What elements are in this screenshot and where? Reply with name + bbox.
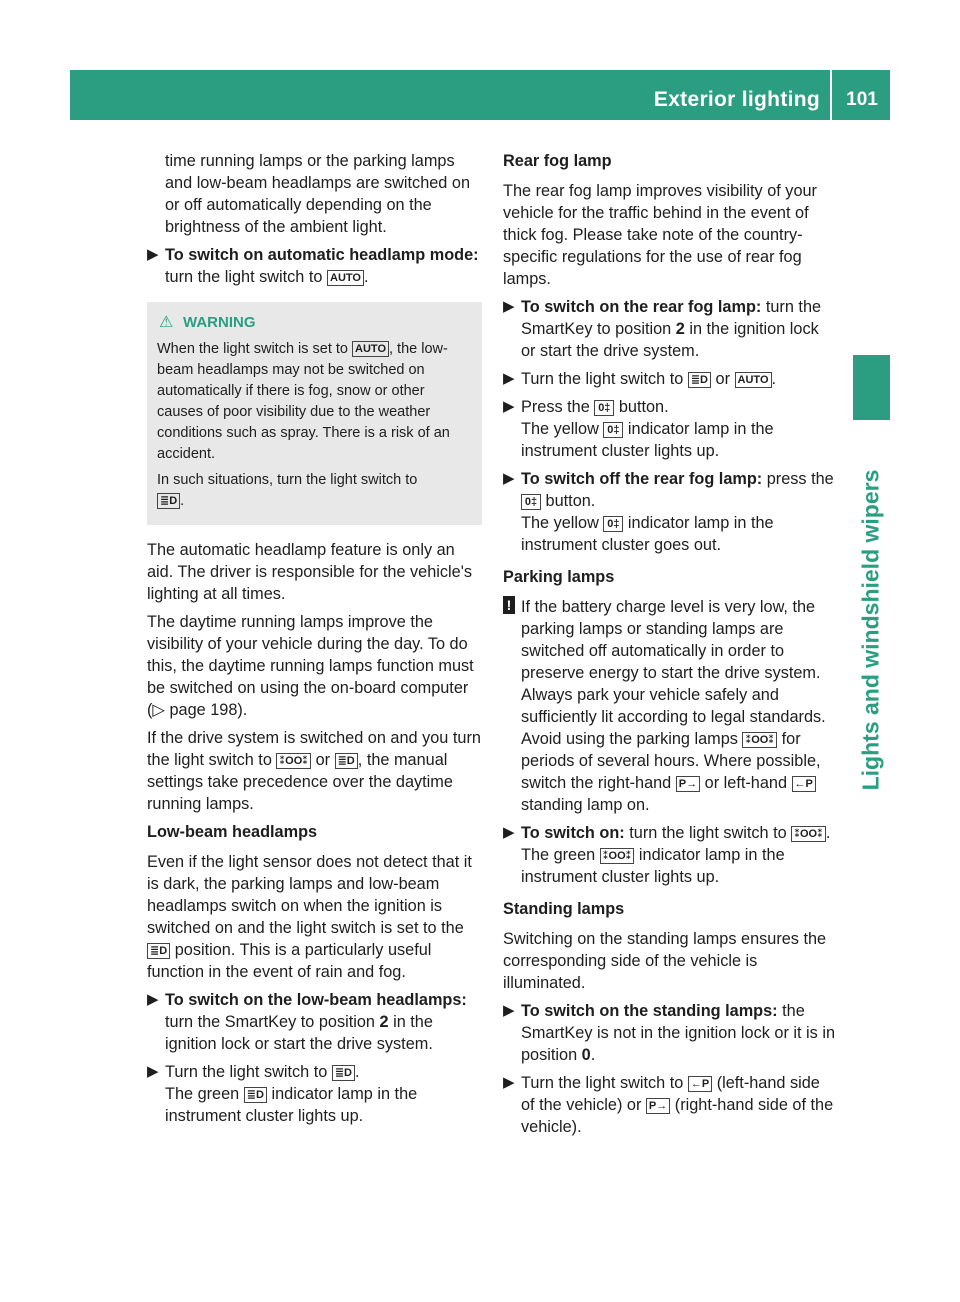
paragraph: The automatic headlamp feature is only an aid. The driver is responsible for the vehicle's lighting at all times.: [147, 541, 472, 603]
warning-icon: ⚠: [159, 314, 174, 331]
section-heading: Low-beam headlamps: [147, 823, 318, 841]
step-rearfog-switch: ▶ Turn the light switch to ≣D or AUTO .: [503, 370, 777, 388]
warning-box: [147, 302, 482, 525]
header-divider: [830, 70, 832, 120]
side-tab-label: Lights and windshield wipers: [857, 469, 884, 791]
warning-text: When the light switch is set to AUTO , the low-beam headlamps may not be switched on automatically if there is fog, snow or other causes of poor visibility due to the weather conditions such as spray. There is a risk of an accident.: [157, 341, 450, 462]
page-reference-link[interactable]: (▷ page 198).: [147, 701, 248, 719]
paragraph: If the drive system is switched on and you turn the light switch to ⁑OO⁑ or ≣D , the manual settings take precedence over the daytime running lamps.: [147, 729, 481, 813]
step-marker-icon: ▶: [147, 246, 159, 263]
lowbeam-icon: ≣D: [244, 1087, 267, 1103]
paragraph: Even if the light sensor does not detect that it is dark, the parking lamps and low-beam headlamps switch on when the ignition is switched on and the light switch is set to the ≣D position. This is a particularly useful function in the event of rain and fog.: [147, 853, 472, 981]
page-title: Exterior lighting: [653, 88, 820, 111]
paragraph: The rear fog lamp improves visibility of your vehicle for the traffic behind in the event of thick fog. Please take note of the country-specific regulations for the use of rear fog lamps.: [503, 182, 817, 288]
rear-fog-lamp-icon: 0‡: [603, 516, 623, 532]
step-marker-icon: ▶: [503, 824, 515, 841]
battery-note: ! If the battery charge level is very low, the parking lamps or standing lamps are switched off automatically in order to preserve energy to start the drive system. Always park your vehicle safely and sufficiently lit according to legal standards. Avoid using the parking lamps ⁑OO⁑ for periods of several hours. Where possible, switch the right-hand P→ or left-hand ←P standing lamp on.: [503, 596, 835, 816]
step-lowbeam-on: ▶ To switch on the low-beam headlamps: turn the SmartKey to position 2 in the ignition lock or start the drive system.: [147, 991, 467, 1053]
page-number: 101: [846, 89, 878, 110]
warning-title: WARNING: [183, 314, 256, 331]
standing-lamp-right-icon: P→: [676, 776, 700, 792]
step-marker-icon: ▶: [503, 298, 515, 315]
rear-fog-lamp-icon: 0‡: [594, 400, 614, 416]
step-standing-on: ▶ To switch on the standing lamps: the SmartKey is not in the ignition lock or it is in position 0.: [503, 1002, 836, 1064]
step-marker-icon: ▶: [503, 1002, 515, 1019]
standing-lamp-right-icon: P→: [646, 1098, 670, 1114]
lowbeam-icon: ≣D: [335, 753, 358, 769]
rear-fog-lamp-icon: 0‡: [521, 494, 541, 510]
step-marker-icon: ▶: [503, 1074, 515, 1091]
step-lowbeam-switch: ▶ Turn the light switch to ≣D . The green ≣D indicator lamp in the instrument cluster lights up.: [147, 1063, 418, 1125]
paragraph: The daytime running lamps improve the visibility of your vehicle during the day. To do this, the daytime running lamps function must be switched on using the on-board computer (▷ page 198).: [147, 613, 474, 719]
step-marker-icon: ▶: [503, 470, 515, 487]
parking-lamp-icon: ⁑OO⁑: [276, 753, 311, 769]
auto-icon: AUTO: [735, 372, 772, 388]
standing-lamp-left-icon: ←P: [792, 776, 816, 792]
parking-lamp-icon: ⁑OO⁑: [600, 848, 635, 864]
auto-icon: AUTO: [352, 341, 389, 357]
step-rearfog-off: ▶ To switch off the rear fog lamp: press the 0‡ button. The yellow 0‡ indicator lamp in the instrument cluster goes out.: [503, 470, 834, 554]
lowbeam-icon: ≣D: [157, 493, 180, 509]
side-tab-block: [853, 355, 890, 420]
step-parking-on: ▶ To switch on: turn the light switch to ⁑OO⁑ . The green ⁑OO⁑ indicator lamp in the instrument cluster lights up.: [503, 824, 831, 886]
step-marker-icon: ▶: [147, 1063, 159, 1080]
step-marker-icon: ▶: [503, 370, 515, 387]
exclamation-icon: !: [503, 596, 515, 614]
step-marker-icon: ▶: [503, 398, 515, 415]
section-heading: Rear fog lamp: [503, 152, 612, 170]
parking-lamp-icon: ⁑OO⁑: [742, 732, 777, 748]
parking-lamp-icon: ⁑OO⁑: [791, 826, 826, 842]
step-standing-switch: ▶ Turn the light switch to ←P (left-hand side of the vehicle) or P→ (right-hand side of the vehicle).: [503, 1074, 834, 1136]
step-auto-headlamp: ▶ To switch on automatic headlamp mode: turn the light switch to AUTO .: [147, 246, 479, 286]
left-column: [147, 150, 482, 1133]
step-rearfog-press: ▶ Press the 0‡ button. The yellow 0‡ indicator lamp in the instrument cluster lights up.: [503, 398, 774, 460]
intro-text: time running lamps or the parking lamps and low-beam headlamps are switched on or off automatically depending on the brightness of the ambient light.: [165, 152, 470, 236]
paragraph: Switching on the standing lamps ensures the corresponding side of the vehicle is illuminated.: [503, 930, 827, 992]
right-column: [503, 150, 835, 1144]
lowbeam-icon: ≣D: [688, 372, 711, 388]
lowbeam-icon: ≣D: [332, 1065, 355, 1081]
standing-lamp-left-icon: ←P: [688, 1076, 712, 1092]
rear-fog-lamp-icon: 0‡: [603, 422, 623, 438]
header-bar: [70, 70, 890, 120]
lowbeam-icon: ≣D: [147, 943, 170, 959]
auto-icon: AUTO: [327, 270, 364, 286]
section-heading: Standing lamps: [503, 900, 625, 918]
step-marker-icon: ▶: [147, 991, 159, 1008]
step-rearfog-on: ▶ To switch on the rear fog lamp: turn the SmartKey to position 2 in the ignition lock or start the drive system.: [503, 298, 822, 360]
warning-advice: In such situations, turn the light switch to ≣D .: [157, 472, 418, 509]
section-heading: Parking lamps: [503, 568, 615, 586]
